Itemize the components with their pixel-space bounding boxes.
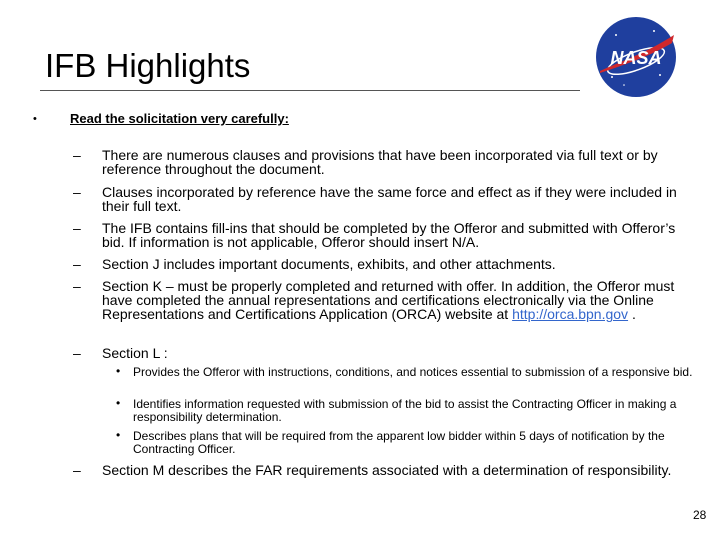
logo-text: NASA <box>610 48 662 68</box>
bullet-icon: • <box>33 113 37 125</box>
orca-link[interactable]: http://orca.bpn.gov <box>512 306 629 323</box>
slide-title: IFB Highlights <box>45 47 251 84</box>
bullet-heading: Read the solicitation very carefully: <box>70 111 289 126</box>
nasa-logo-icon <box>594 15 678 99</box>
title-divider <box>40 90 580 91</box>
page-number: 28 <box>693 508 707 522</box>
